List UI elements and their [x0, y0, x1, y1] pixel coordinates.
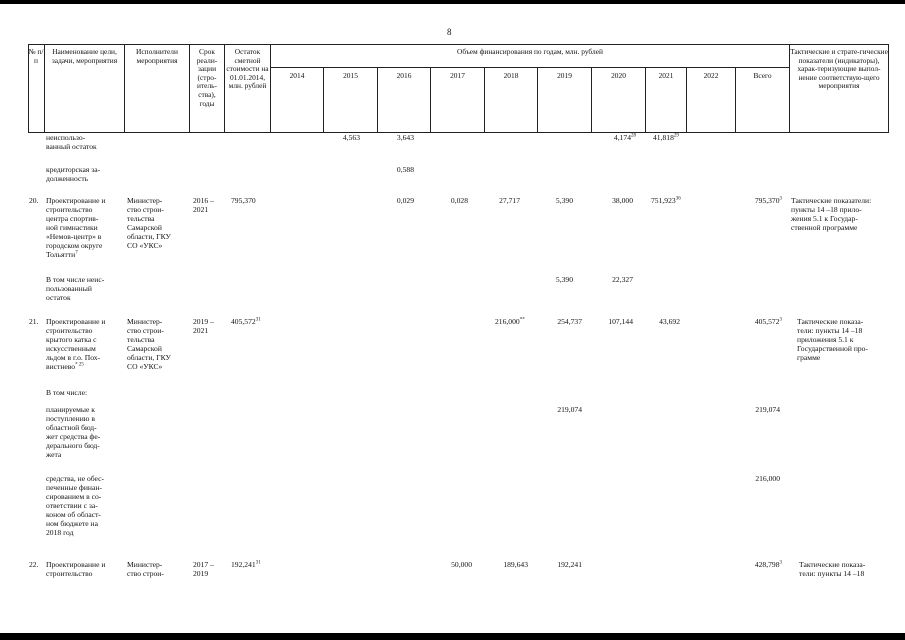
row-20-name: «Немов-центр» в [46, 232, 102, 241]
col-border [270, 45, 271, 132]
row-20-executor: Министер- [127, 196, 163, 205]
header-year: 2019 [557, 71, 572, 80]
row-21-unsecured-name: 2018 год [46, 528, 74, 537]
row-border [270, 67, 789, 68]
row-21-unsecured-name: коном об област- [46, 510, 101, 519]
row-21-incl-label: В том числе: [46, 388, 88, 397]
row-20-name: Проектирование и [46, 196, 106, 205]
cell-2017: 0,028 [450, 196, 468, 205]
row-number: 21. [29, 317, 39, 326]
header-funding: Объем финансирования по годам, млн. рублей [457, 47, 603, 56]
cell-2016: 0,029 [396, 196, 414, 205]
row-21-executor: Министер- [127, 317, 163, 326]
row-21-unsecured-name: ном бюджете на [46, 519, 98, 528]
cell-total: 428,798$^3$ [754, 560, 782, 569]
cell-2016: 0,588 [396, 165, 414, 174]
header-executors: Исполнители мероприятия [136, 47, 178, 65]
row-20-name: ной гимнастики [46, 223, 98, 232]
row-21-name: крытого катка с [46, 335, 97, 344]
row-21-planned-name: планируемые к [46, 405, 95, 414]
row-20-executor: Самарской [127, 223, 162, 232]
row-21-name: строительство [46, 326, 93, 335]
cell-total: 219,074 [755, 405, 780, 414]
row-20-incl-name: В том числе неис- [46, 275, 105, 284]
row-22-indicator: тели: пункты 14 –18 [799, 569, 865, 578]
row-21-indicator: тели: пункты 14 –18 [797, 326, 863, 335]
row-20-incl-name: пользованный [46, 284, 92, 293]
cell-2019: 5,390 [555, 196, 573, 205]
header-year: 2018 [503, 71, 519, 80]
cell-2018: 27,717 [499, 196, 520, 205]
cell-total: 216,000 [755, 474, 780, 483]
header-term: Срок реали-зации (стро-итель-ства), годы [196, 47, 218, 108]
cell-2018: 216,000** [495, 317, 525, 326]
header-year: 2017 [450, 71, 465, 80]
row-21-indicator: Государственной про- [797, 344, 869, 353]
row-22-term: 2019 [193, 569, 209, 578]
row-21-executor: ство строи- [127, 326, 164, 335]
row-21-executor: Самарской [127, 344, 162, 353]
row-21-name: Проектирование и [46, 317, 106, 326]
header-year: 2020 [611, 71, 626, 80]
row-number: 20. [29, 196, 39, 205]
row-20-executor: ство строи- [127, 205, 164, 214]
page-number: 8 [447, 27, 452, 37]
cell-2021: 43,692 [659, 317, 680, 326]
row-21-unsecured-name: ответствии с за- [46, 501, 98, 510]
row-21-unsecured-name: печенные финан- [46, 483, 102, 492]
header-year: 2015 [343, 71, 358, 80]
row-20-executor: СО «УКС» [127, 241, 163, 250]
row-21-indicator: Тактические показа- [797, 317, 864, 326]
row-20-term: 2016 – [193, 196, 214, 205]
row-payables-name: долженность [46, 174, 89, 183]
cell-2019: 192,241 [557, 560, 582, 569]
row-22-name: Проектирование и [46, 560, 106, 569]
row-21-planned-name: областной бюд- [46, 423, 97, 432]
row-21-name: вистнево$^{* 25}$ [46, 362, 84, 371]
cell-2015: 4,563 [342, 133, 360, 142]
row-21-unsecured-name: сированием в со- [46, 492, 102, 501]
scan-bottom-edge [0, 633, 905, 640]
header-year: 2021 [658, 71, 674, 80]
row-20-name: центра спортив- [46, 214, 99, 223]
header-no: № п/п [28, 47, 44, 65]
cell-2020: 107,144 [608, 317, 633, 326]
header-year: 2022 [703, 71, 719, 80]
row-21-name: льдом в г.о. Пох- [46, 353, 101, 362]
row-21-executor: тельства [127, 335, 155, 344]
row-21-term: 2021 [193, 326, 209, 335]
cell-2021: 41,818$^{29}$ [653, 133, 679, 142]
cell-2020: 4,174$^{28}$ [613, 133, 636, 142]
row-20-name: Тольятти$^7$ [46, 250, 78, 259]
cell-2016: 3,643 [396, 133, 414, 142]
row-20-indicator: пункты 14 –18 прило- [791, 205, 862, 214]
row-21-term: 2019 – [193, 317, 214, 326]
row-21-planned-name: жет средства фе- [46, 432, 101, 441]
cell-2019: 219,074 [557, 405, 582, 414]
row-20-name: городском округе [46, 241, 103, 250]
col-border [888, 45, 889, 132]
cell-2020: 22,327 [612, 275, 633, 284]
header-indicators: Тактические и страте-гические показатели (индикаторы), харак-теризующие выпол-нение соответствую-щего мероприятия [790, 47, 888, 91]
row-21-indicator: приложения 5.1 к [797, 335, 854, 344]
row-21-executor: СО «УКС» [127, 362, 163, 371]
row-21-planned-name: дерального бюд- [46, 441, 100, 450]
row-21-name: искусственным [46, 344, 96, 353]
cell-2017: 50,000 [451, 560, 472, 569]
row-20-indicator: жения 5.1 к Государ- [791, 214, 858, 223]
row-20-term: 2021 [193, 205, 209, 214]
row-21-indicator: грамме [797, 353, 821, 362]
row-22-name: строительство [46, 569, 93, 578]
header-year: 2014 [289, 71, 305, 80]
row-unused-name: ванный остаток [46, 142, 97, 151]
cell-2019: 254,737 [557, 317, 582, 326]
header-name: Наименование цели, задачи, мероприятия [51, 47, 118, 65]
row-21-planned-name: поступлению в [46, 414, 95, 423]
row-20-name: строительство [46, 205, 93, 214]
cell-total: 405,572$^3$ [754, 317, 782, 326]
row-20-executor: области, ГКУ [127, 232, 171, 241]
row-22-term: 2017 – [193, 560, 214, 569]
cell-total: 795,370$^3$ [754, 196, 782, 205]
header-total: Всего [753, 71, 772, 80]
row-21-executor: области, ГКУ [127, 353, 171, 362]
header-year: 2016 [396, 71, 412, 80]
row-20-executor: тельства [127, 214, 155, 223]
row-21-unsecured-name: средства, не обес- [46, 474, 104, 483]
row-22-indicator: Тактические показа- [799, 560, 866, 569]
row-22-executor: Министер- [127, 560, 163, 569]
cell-2019: 5,390 [555, 275, 573, 284]
scan-top-edge [0, 0, 905, 4]
row-payables-name: кредиторская за- [46, 165, 101, 174]
cell-2020: 38,000 [612, 196, 633, 205]
row-21-remainder: 405,572$^{31}$ [231, 317, 261, 326]
row-22-executor: ство строи- [127, 569, 164, 578]
row-20-indicator: Тактические показатели: [791, 196, 872, 205]
row-20-incl-name: остаток [46, 293, 71, 302]
header-remainder: Остаток сметной стоимости на 01.01.2014, млн. рублей [226, 47, 269, 91]
row-22-remainder: 192,241$^{31}$ [231, 560, 261, 569]
row-21-planned-name: жета [46, 450, 62, 459]
row-number: 22. [29, 560, 39, 569]
cell-2018: 189,643 [503, 560, 528, 569]
table-header [28, 44, 889, 133]
row-20-remainder: 795,370 [231, 196, 256, 205]
row-unused-name: неиспользо- [46, 133, 86, 142]
cell-2021: 751,923$^{36}$ [651, 196, 681, 205]
row-20-indicator: ственной программе [791, 223, 858, 232]
